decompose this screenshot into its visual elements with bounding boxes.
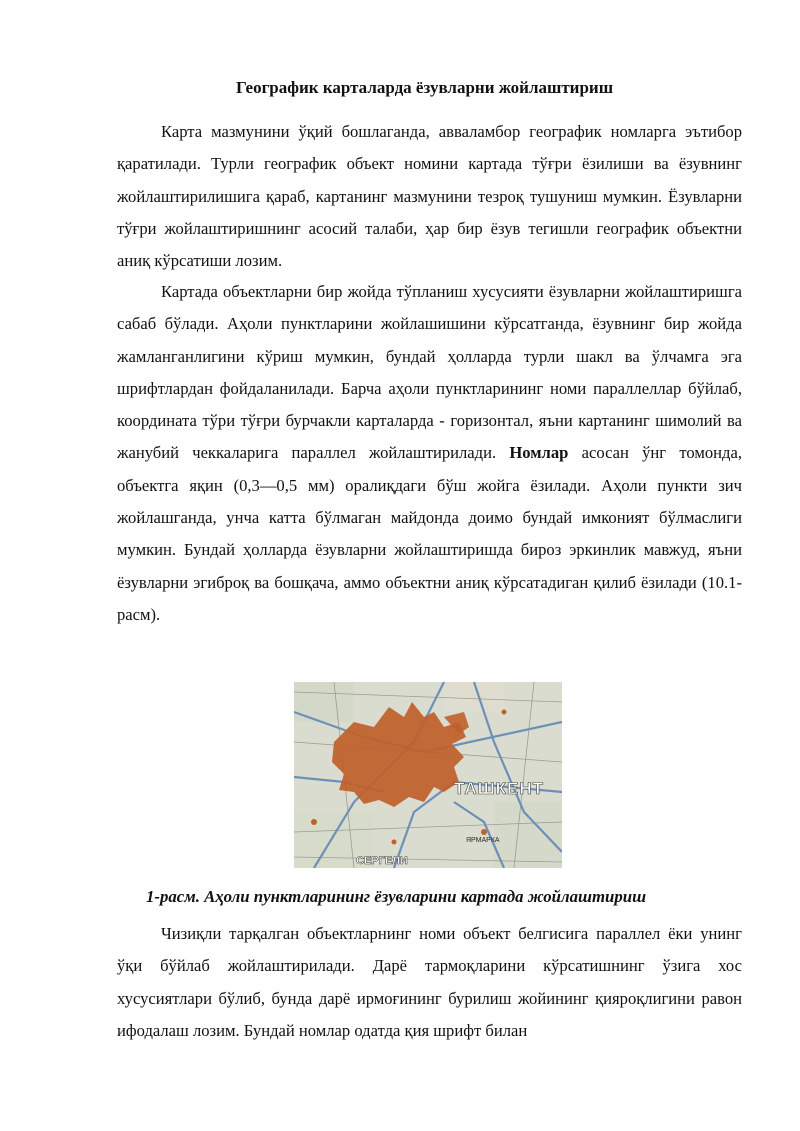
paragraph-2 bbox=[117, 276, 742, 631]
map-label-south: СЕРГЕЛИ bbox=[356, 855, 408, 867]
page-title: Географик карталарда ёзувларни жойлаштириш bbox=[236, 78, 614, 97]
map-label-city: ТАШКЕНТ bbox=[454, 779, 545, 798]
map-image bbox=[294, 682, 562, 868]
map-label-small: ЯРМАРКА bbox=[466, 837, 500, 844]
map-figure bbox=[294, 682, 562, 868]
paragraph-2-part-2: асосан ўнг томонда, объектга яқин (0,3—0,5 мм) оралиқдаги бўш жойга ёзилади. Аҳоли пункти зич жойлашганда, унча катта бўлмаган майдонда доимо бундай имконият бўлмаслиги мумкин. Бундай ҳолларда ёзувларни жойлаштиришда бироз эркинлик мавжуд, яъни ёзувларни эгиброқ ва бошқача, аммо объектни аниқ кўрсатадиган қилиб ёзилади (10.1-расм). bbox=[117, 443, 742, 624]
figure-caption: 1-расм. Аҳоли пунктларининг ёзувларини картада жойлаштириш bbox=[146, 887, 647, 906]
paragraph-2-part-1: Картада объектларни бир жойда тўпланиш хусусияти ёзувларни жойлаштиришга сабаб бўлади. Аҳоли пунктларини жойлашишини кўрсатганда, ёзувнинг бир жойда жамланганлигини кўриш мумкин, бундай ҳолларда турли шакл ва ўлчамга эга шрифтлардан фойдаланилади. Барча аҳоли пунктларининг номи параллеллар бўйлаб, координата тўри тўғри бурчакли карталарда - горизонтал, яъни картанинг шимолий ва жанубий чеккаларига параллел жойлаштирилади. bbox=[117, 282, 742, 463]
paragraph-1: Карта мазмунини ўқий бошлаганда, авваламбор географик номларга эътибор қаратилади. Турли географик объект номини картада тўғри ёзилиши ва ёзувнинг жойлаштирилишига қараб, картанинг мазмунини тезроқ тушуниш мумкин. Ёзувларни тўғри жойлаштиришнинг асосий талаби, ҳар бир ёзув тегишли географик объектни аниқ кўрсатиши лозим. bbox=[117, 122, 742, 271]
paragraph-3: Чизиқли тарқалган объектларнинг номи объект белгисига параллел ёки унинг ўқи бўйлаб жойлаштирилади. Дарё тармоқларини кўрсатишнинг ўзига хос хусусиятлари бўлиб, бунда дарё ирмоғининг бурилиш жойининг қияроқлигини равон ифодалаш лозим. Бундай номлар одатда қия шрифт билан bbox=[117, 924, 742, 1040]
paragraph-2-bold-term: Номлар bbox=[509, 443, 569, 463]
